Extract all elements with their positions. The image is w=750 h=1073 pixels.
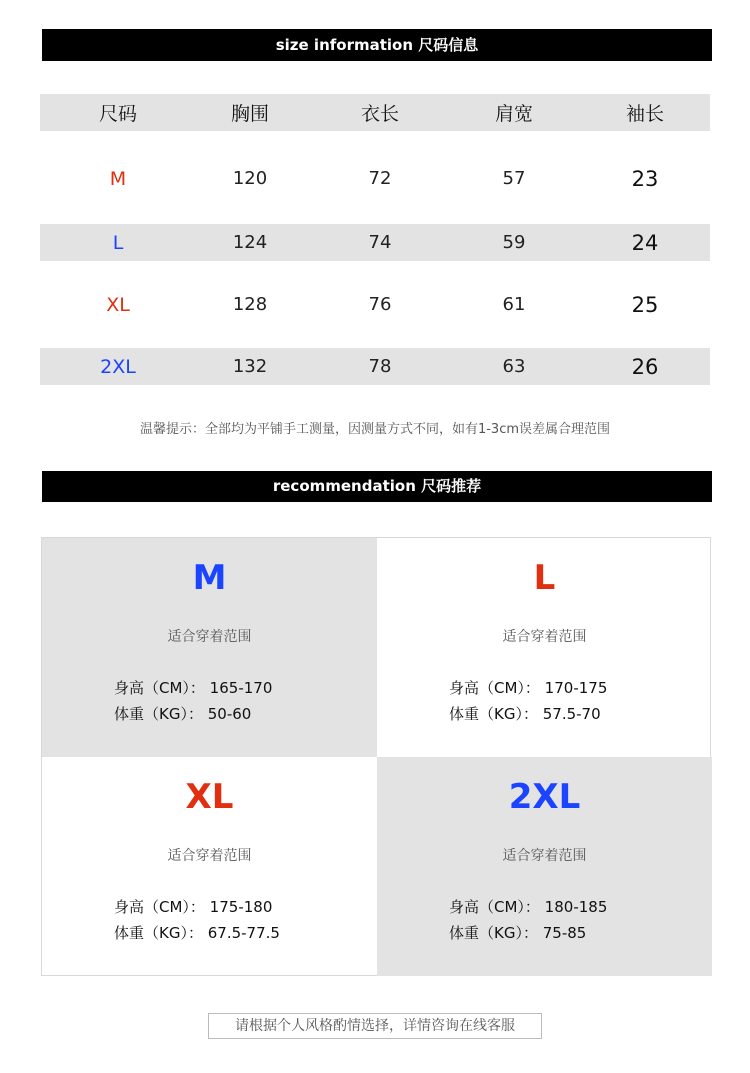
card-subtitle: 适合穿着范围 [167,848,252,864]
chest-cell: 124 [232,232,268,253]
chest-cell: 128 [232,294,268,315]
card-weight-range: 体重（KG）： 75-85 [449,924,587,942]
chest-cell: 120 [232,168,268,189]
card-weight-range: 体重（KG）： 67.5-77.5 [114,924,280,942]
sleeve-cell: 26 [631,354,659,379]
size-cell: XL [106,293,130,316]
size-cell: L [112,231,124,254]
card-size-label: L [533,558,556,598]
sleeve-cell: 24 [631,230,659,255]
table-row [40,224,710,261]
card-height-range: 身高（CM）： 180-185 [449,898,608,916]
shoulder-cell: 63 [502,356,526,377]
card-subtitle: 适合穿着范围 [502,629,587,645]
customer-service-note: 请根据个人风格酌情选择，详情咨询在线客服 [208,1013,542,1039]
header-size: 尺码 [98,103,137,125]
length-cell: 76 [368,294,392,315]
size-info-header: size information 尺码信息 [42,29,712,61]
table-row [40,160,710,197]
card-weight-range: 体重（KG）： 57.5-70 [449,705,601,723]
shoulder-cell: 59 [502,232,526,253]
length-cell: 78 [368,356,392,377]
card-height-range: 身高（CM）： 165-170 [114,679,273,697]
length-cell: 72 [368,168,392,189]
sleeve-cell: 25 [631,292,659,317]
card-height-range: 身高（CM）： 175-180 [114,898,273,916]
recommendation-grid [41,537,711,976]
header-shoulder: 肩宽 [494,103,533,125]
card-size-label: XL [185,777,234,817]
shoulder-cell: 57 [502,168,526,189]
header-length: 衣长 [360,103,399,125]
measurement-note: 温馨提示：全部均为平铺手工测量，因测量方式不同，如有1-3cm误差属合理范围 [139,422,611,437]
shoulder-cell: 61 [502,294,526,315]
size-card-xl [42,757,377,976]
header-sleeve: 袖长 [625,103,664,125]
size-card-m [42,538,377,757]
length-cell: 74 [368,232,392,253]
card-height-range: 身高（CM）： 170-175 [449,679,608,697]
header-chest: 胸围 [230,103,269,125]
size-cell: M [109,167,127,190]
table-row [40,348,710,385]
card-size-label: 2XL [508,777,581,817]
table-header-row [40,94,710,131]
sleeve-cell: 23 [631,166,659,191]
table-row [40,286,710,323]
recommendation-header: recommendation 尺码推荐 [42,471,712,502]
size-cell: 2XL [100,355,136,378]
card-subtitle: 适合穿着范围 [167,629,252,645]
card-weight-range: 体重（KG）： 50-60 [114,705,252,723]
size-card-2xl [377,757,712,976]
card-size-label: M [192,558,227,598]
size-card-l [377,538,712,757]
card-subtitle: 适合穿着范围 [502,848,587,864]
chest-cell: 132 [232,356,268,377]
